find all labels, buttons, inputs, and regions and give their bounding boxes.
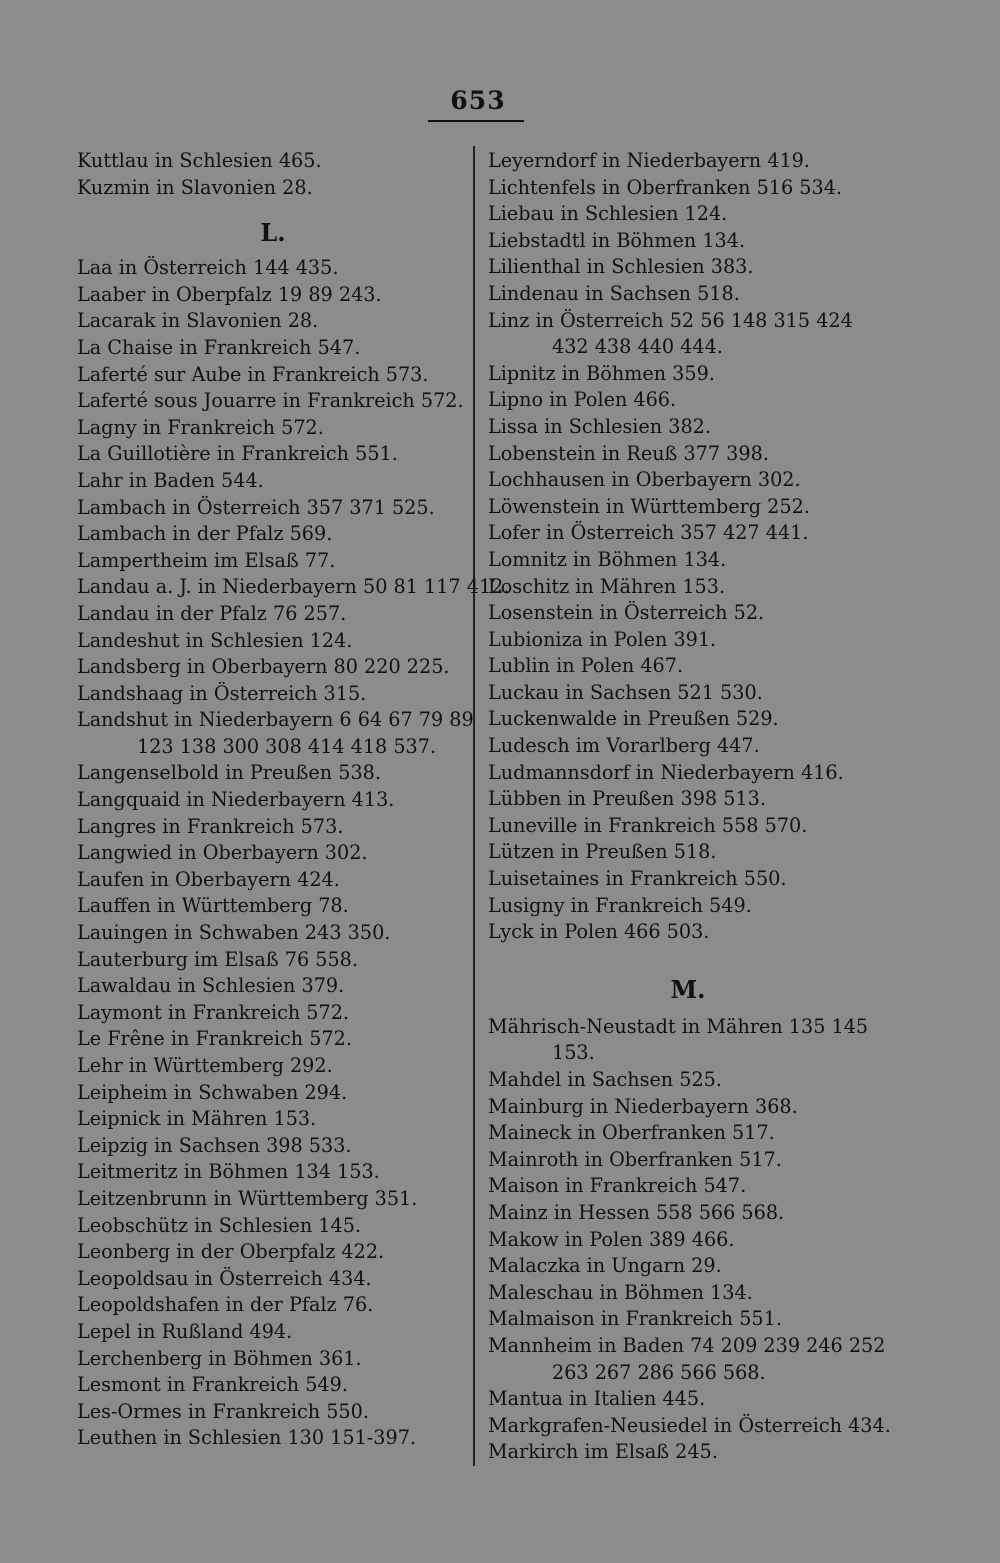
index-entry: Lauterburg im Elsaß 76 558. [77,947,358,971]
index-entry: Mainz in Hessen 558 566 568. [488,1200,785,1224]
index-entry: Lissa in Schlesien 382. [488,414,711,438]
index-entry: Luneville in Frankreich 558 570. [488,813,808,837]
index-entry: Kuzmin in Slavonien 28. [77,175,313,199]
index-entry: Lawaldau in Schlesien 379. [77,974,345,998]
index-entry: Loschitz in Mähren 153. [488,574,726,598]
index-entry: Luckau in Sachsen 521 530. [488,680,763,704]
index-entry: Mannheim in Baden 74 209 239 246 252 [488,1333,886,1357]
index-entry: Langwied in Oberbayern 302. [77,841,368,865]
index-entry: Losenstein in Österreich 52. [488,601,765,625]
index-entry: Leipheim in Schwaben 294. [77,1080,348,1104]
index-entry: Markirch im Elsaß 245. [488,1440,718,1464]
index-entry: Malmaison in Frankreich 551. [488,1307,782,1331]
index-entry: Mainburg in Niederbayern 368. [488,1094,798,1118]
index-entry: Laaber in Oberpfalz 19 89 243. [77,282,382,306]
index-entry: Markgrafen-Neusiedel in Österreich 434. [488,1413,891,1437]
index-entry: Leobschütz in Schlesien 145. [77,1213,362,1237]
index-entry: Landau a. J. in Niederbayern 50 81 117 412. [77,575,510,599]
index-entry: Lübben in Preußen 398 513. [488,787,766,811]
index-entry: Leonberg in der Oberpfalz 422. [77,1240,385,1264]
index-entry: Lepel in Rußland 494. [77,1319,293,1343]
index-entry: Landeshut in Schlesien 124. [77,628,353,652]
index-entry: Laferté sous Jouarre in Frankreich 572. [77,389,464,413]
index-entry: Lützen in Preußen 518. [488,840,717,864]
index-entry: Makow in Polen 389 466. [488,1227,735,1251]
index-entry: Lofer in Österreich 357 427 441. [488,521,809,545]
index-entry: Luckenwalde in Preußen 529. [488,707,779,731]
index-entry: Lomnitz in Böhmen 134. [488,547,727,571]
index-entry: Lauingen in Schwaben 243 350. [77,921,391,945]
index-entry: Mahdel in Sachsen 525. [488,1068,722,1091]
index-entry: Lambach in Österreich 357 371 525. [77,495,435,519]
index-entry: Lagny in Frankreich 572. [77,415,324,439]
index-entry: Leyerndorf in Niederbayern 419. [488,149,810,172]
index-entry: Löwenstein in Württemberg 252. [488,494,810,518]
left-column [77,148,510,1452]
index-entry: Langenselbold in Preußen 538. [77,761,381,785]
index-entry: Linz in Österreich 52 56 148 315 424 [488,308,853,332]
index-entry: Langres in Frankreich 573. [77,814,344,838]
index-entry: Langquaid in Niederbayern 413. [77,788,395,812]
index-entry: Mantua in Italien 445. [488,1387,706,1411]
index-entry: Laufen in Oberbayern 424. [77,867,340,891]
index-entry: Lilienthal in Schlesien 383. [488,255,754,279]
index-entry: Ludmannsdorf in Niederbayern 416. [488,760,844,784]
index-entry: Lauffen in Württemberg 78. [77,894,349,918]
index-entry: Lubioniza in Polen 391. [488,627,717,651]
index-entry: Lusigny in Frankreich 549. [488,893,752,917]
index-entry: Laa in Österreich 144 435. [77,256,339,280]
index-entry: Lyck in Polen 466 503. [488,920,710,944]
index-entry: Liebstadtl in Böhmen 134. [488,228,746,252]
header-rule [428,120,524,122]
index-entry: Malaczka in Ungarn 29. [488,1254,722,1278]
index-entry: Landau in der Pfalz 76 257. [77,601,347,625]
index-entry: Maleschau in Böhmen 134. [488,1280,753,1304]
index-entry: Liebau in Schlesien 124. [488,202,728,226]
index-entry: Lipnitz in Böhmen 359. [488,361,715,385]
index-entry: Landshut in Niederbayern 6 64 67 79 89 [77,708,474,732]
index-entry: Lochhausen in Oberbayern 302. [488,468,801,492]
index-entry: Landshaag in Österreich 315. [77,681,367,705]
index-entry-continuation: 153. [552,1041,595,1065]
index-entry: La Guillotière in Frankreich 551. [77,442,398,466]
index-entry: Mainroth in Oberfranken 517. [488,1147,782,1171]
index-entry: Leopoldsau in Österreich 434. [77,1266,372,1290]
index-entry: Lambach in der Pfalz 569. [77,522,333,546]
index-entry-continuation: 263 267 286 566 568. [552,1360,766,1384]
index-entry: Leitmeritz in Böhmen 134 153. [77,1160,380,1184]
index-entry: Lipno in Polen 466. [488,388,677,412]
index-entry: Laferté sur Aube in Frankreich 573. [77,362,429,386]
index-entry: Lesmont in Frankreich 549. [77,1373,348,1397]
index-entry: Landsberg in Oberbayern 80 220 225. [77,655,450,679]
index-entry: Kuttlau in Schlesien 465. [77,149,322,172]
index-entry: Mährisch-Neustadt in Mähren 135 145 [488,1014,869,1038]
index-entry: Laymont in Frankreich 572. [77,1000,350,1024]
index-entry: Leuthen in Schlesien 130 151-397. [77,1426,417,1450]
index-entry: Lobenstein in Reuß 377 398. [488,441,769,465]
index-entry: Lehr in Württemberg 292. [77,1054,333,1077]
index-entry-continuation: 123 138 300 308 414 418 537. [137,734,437,758]
section-heading: L. [260,218,286,248]
index-entry: Lindenau in Sachsen 518. [488,281,740,305]
index-entry: Maineck in Oberfranken 517. [488,1121,775,1145]
section-heading: M. [670,974,706,1004]
index-entry: Leopoldshafen in der Pfalz 76. [77,1293,374,1317]
index-entry: Leipnick in Mähren 153. [77,1107,317,1131]
index-entry-continuation: 432 438 440 444. [552,335,723,359]
index-entry: Lahr in Baden 544. [77,468,264,492]
right-column [488,148,891,1466]
column-divider [473,146,475,1466]
index-entry: Lerchenberg in Böhmen 361. [77,1346,362,1370]
index-entry: Lacarak in Slavonien 28. [77,309,319,333]
index-entry: Lampertheim im Elsaß 77. [77,548,336,572]
index-entry: Ludesch im Vorarlberg 447. [488,734,760,758]
index-entry: Luisetaines in Frankreich 550. [488,867,787,891]
index-entry: La Chaise in Frankreich 547. [77,335,361,359]
index-entry: Lichtenfels in Oberfranken 516 534. [488,175,843,199]
index-entry: Les-Ormes in Frankreich 550. [77,1399,369,1423]
index-entry: Lublin in Polen 467. [488,654,684,678]
index-entry: Leipzig in Sachsen 398 533. [77,1133,352,1157]
index-entry: Leitzenbrunn in Württemberg 351. [77,1186,418,1210]
page-number: 653 [450,86,506,115]
index-entry: Le Frêne in Frankreich 572. [77,1027,352,1051]
index-entry: Maison in Frankreich 547. [488,1174,747,1198]
